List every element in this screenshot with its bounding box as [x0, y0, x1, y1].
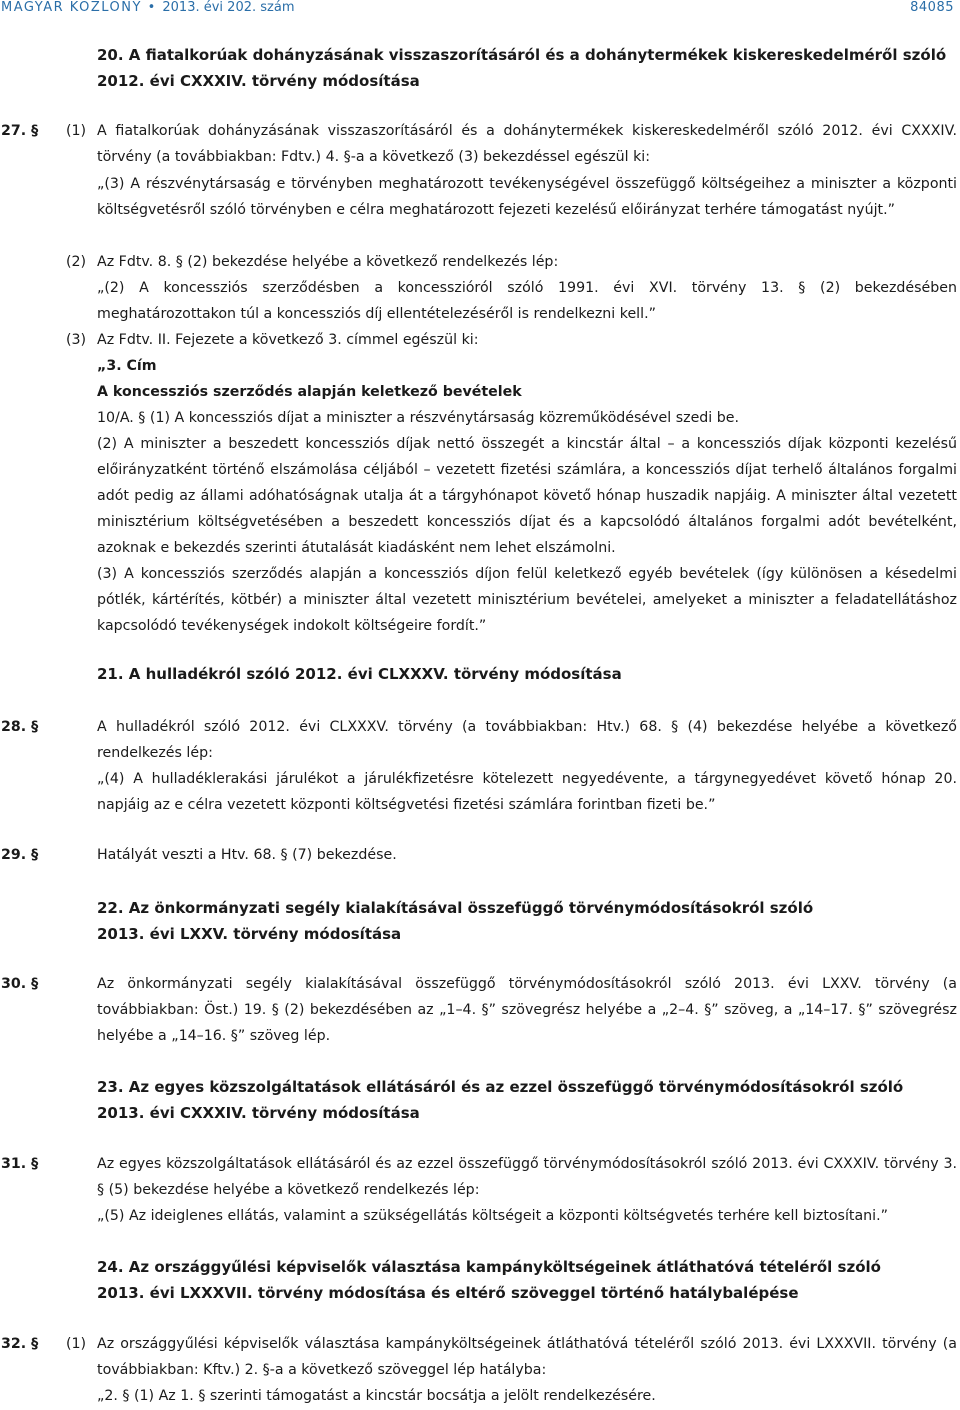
subsection-number: (3)	[66, 332, 87, 348]
paragraph-text: Az országgyűlési képviselők választása kampányköltségeinek átláthatóvá tételéről szóló 2013. évi LXXXVII. törvény (a továbbiakban: Kftv.) 2. §-a a következő szöveggel lép hatályba:	[97, 1336, 957, 1378]
title-name: A koncessziós szerződés alapján keletkező bevételek	[97, 384, 522, 400]
paragraph-label-30: 30. §	[1, 976, 39, 992]
section-heading-line: 2013. évi LXXXVII. törvény módosítása és eltérő szöveggel történő hatálybalépése	[97, 1284, 799, 1302]
section-heading-line: 22. Az önkormányzati segély kialakításával összefüggő törvénymódosításokról szóló	[97, 899, 814, 917]
paragraph-text: A hulladékról szóló 2012. évi CLXXXV. törvény (a továbbiakban: Htv.) 68. § (4) bekezdése helyébe a következő rendelkezés lép:	[97, 719, 957, 761]
section-heading-line: 20. A fiatalkorúak dohányzásának visszaszorításáról és a dohánytermékek kiskereskedelméről szóló	[97, 46, 947, 64]
section-heading-line: 2012. évi CXXXIV. törvény módosítása	[97, 72, 420, 90]
subsection-number: (1)	[66, 1336, 87, 1352]
paragraph-label-31: 31. §	[1, 1156, 39, 1172]
paragraph-text: Hatályát veszti a Htv. 68. § (7) bekezdése.	[97, 847, 397, 863]
quoted-provision: „(2) A koncessziós szerződésben a koncesszióról szóló 1991. évi XVI. törvény 13. § (2) bekezdésében meghatározottakon túl a koncessziós díj ellentételezéséről is rendelkezni kell.”	[97, 280, 957, 322]
issue-number: 2013. évi 202. szám	[162, 0, 295, 15]
journal-title: MAGYAR KÖZLÖNY	[1, 0, 142, 15]
section-heading-line: 23. Az egyes közszolgáltatások ellátásáról és az ezzel összefüggő törvénymódosításokról szóló	[97, 1078, 904, 1096]
paragraph-text: Az egyes közszolgáltatások ellátásáról és az ezzel összefüggő törvénymódosításokról szóló 2013. évi CXXXIV. törvény 3. § (5) bekezdése helyébe a következő rendelkezés lép:	[97, 1156, 957, 1198]
section-heading-line: 2013. évi CXXXIV. törvény módosítása	[97, 1104, 420, 1122]
quoted-provision: „(5) Az ideiglenes ellátás, valamint a szükségellátás költségeit a központi költségvetés terhére kell biztosítani.”	[97, 1208, 888, 1224]
section-heading-21: 21. A hulladékról szóló 2012. évi CLXXXV. törvény módosítása	[97, 665, 622, 683]
section-heading-24	[97, 1254, 950, 1306]
separator-bullet: •	[147, 0, 157, 15]
paragraph-label-28: 28. §	[1, 719, 39, 735]
paragraph-text: Az Fdtv. 8. § (2) bekezdése helyébe a következő rendelkezés lép:	[97, 254, 559, 270]
section-heading-23	[97, 1074, 950, 1126]
paragraph-label-32: 32. §	[1, 1336, 39, 1352]
subsection-number: (2)	[66, 254, 87, 270]
title-number: „3. Cím	[97, 358, 157, 374]
quoted-provision: „2. § (1) Az 1. § szerinti támogatást a kincstár bocsátja a jelölt rendelkezésére.	[97, 1388, 656, 1404]
quoted-provision: „(4) A hulladéklerakási járulékot a járulékfizetésre kötelezett negyedévente, a tárgynegyedévet követő hónap 20. napjáig az e célra vezetett központi költségvetési fizetési számlára forintban fizeti be.”	[97, 771, 957, 813]
page-number: 84085	[910, 0, 954, 15]
section-heading-line: 2013. évi LXXV. törvény módosítása	[97, 925, 402, 943]
paragraph-text: Az önkormányzati segély kialakításával összefüggő törvénymódosításokról szóló 2013. évi LXXV. törvény (a továbbiakban: Öst.) 19. § (2) bekezdésében az „1–4. §” szövegrész helyébe a „2–4. §” szöveg, a „14–17. §” szövegrész helyébe a „14–16. §” szöveg lép.	[97, 976, 957, 1044]
section-heading-22	[97, 895, 950, 947]
paragraph-text: Az Fdtv. II. Fejezete a következő 3. címmel egészül ki:	[97, 332, 479, 348]
paragraph-label-29: 29. §	[1, 847, 39, 863]
paragraph-label-27: 27. §	[1, 123, 39, 139]
quoted-provision: „(3) A részvénytársaság e törvényben meghatározott tevékenységével összefüggő költségeihez a miniszter a központi költségvetésről szóló törvényben e célra meghatározott fejezeti kezelésű előirányzat terhére támogatást nyújt.”	[97, 176, 957, 218]
subsection-number: (1)	[66, 123, 87, 139]
paragraph-text: (3) A koncessziós szerződés alapján a koncessziós díjon felül keletkező egyéb bevételek (így különösen a késedelmi pótlék, kártérítés, kötbér) a miniszter által vezetett minisztérium bevételei, amelyeket a miniszter a feladatellátáshoz kapcsolódó tevékenységek indokolt költségeire fordít.”	[97, 566, 957, 634]
section-heading-line: 24. Az országgyűlési képviselők választása kampányköltségeinek átláthatóvá tételéről szóló	[97, 1258, 881, 1276]
paragraph-text: A fiatalkorúak dohányzásának visszaszorításáról és a dohánytermékek kiskereskedelméről szóló 2012. évi CXXXIV. törvény (a továbbiakban: Fdtv.) 4. §-a a következő (3) bekezdéssel egészül ki:	[97, 123, 957, 165]
paragraph-text: 10/A. § (1) A koncessziós díjat a miniszter a részvénytársaság közreműködésével szedi be.	[97, 410, 739, 426]
paragraph-text: (2) A miniszter a beszedett koncessziós díjak nettó összegét a kincstár által – a koncessziós díjak központi kezelésű előirányzatként történő elszámolása céljából – vezetett fizetési számlára, a koncessziós díjat terhelő általános forgalmi adót pedig az állami adóhatóságnak utalja át a tárgyhónapot követő hónap huszadik napjáig. A miniszter által vezetett minisztérium költségvetésében a beszedett koncessziós díjat és a kapcsolódó általános forgalmi adót bevételként, azoknak e bekezdés szerinti átutalását kiadásként nem lehet elszámolni.	[97, 436, 957, 556]
section-heading-20	[97, 42, 950, 94]
